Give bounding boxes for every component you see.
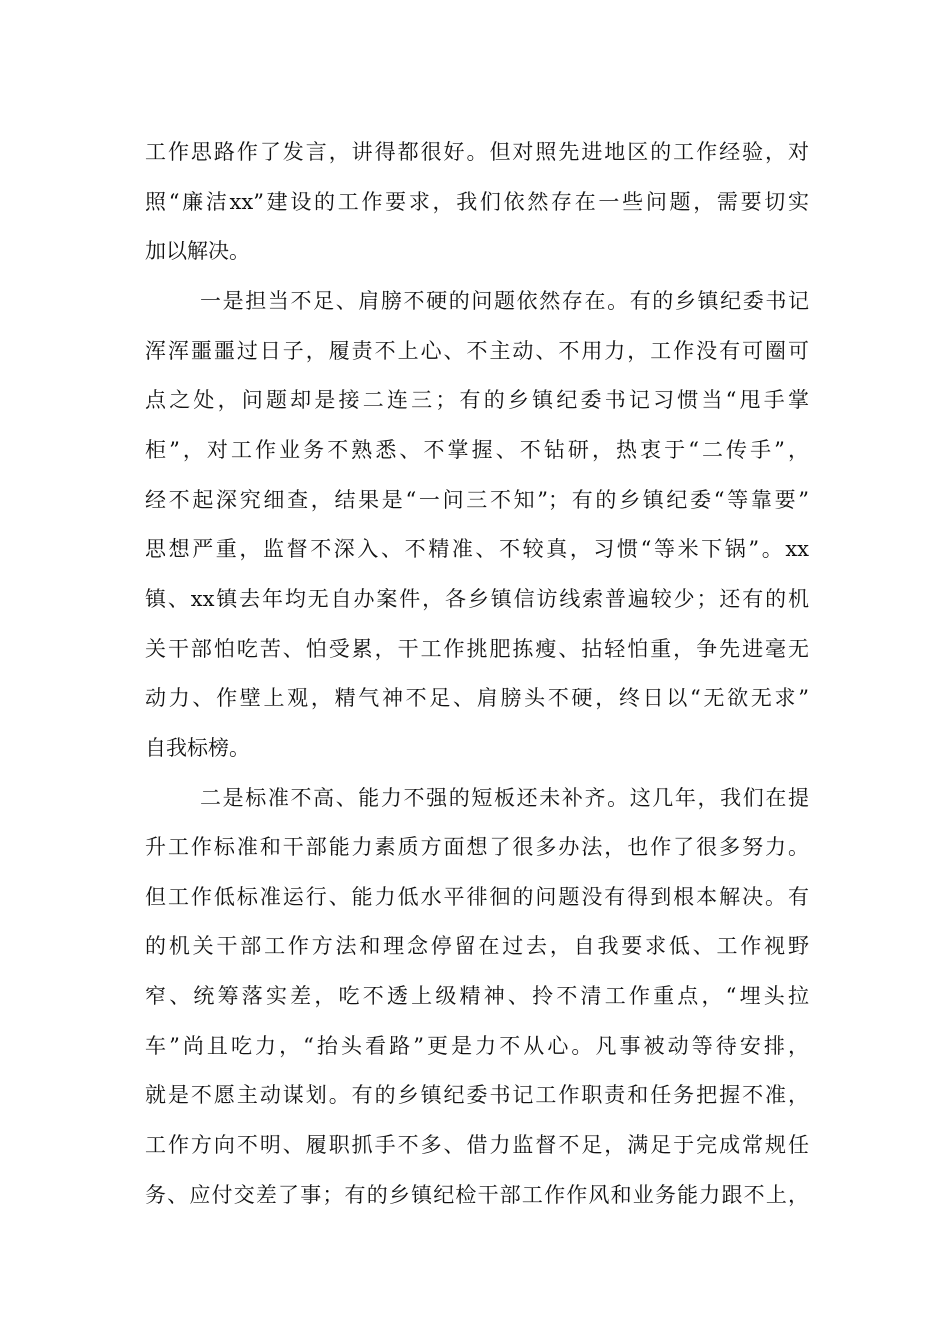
- paragraph-line: 关干部怕吃苦、怕受累，干工作挑肥拣瘦、拈轻怕重，争先进毫无: [145, 637, 809, 661]
- paragraph-line: 车”尚且吃力，“抬头看路”更是力不从心。凡事被动等待安排，: [145, 1034, 809, 1058]
- paragraph-line: 柜”，对工作业务不熟悉、不掌握、不钻研，热衷于“二传手”，: [145, 438, 809, 462]
- paragraph-line: 的机关干部工作方法和理念停留在过去，自我要求低、工作视野: [145, 934, 809, 958]
- paragraph-line: 浑浑噩噩过日子，履责不上心、不主动、不用力，工作没有可圈可: [145, 339, 809, 363]
- paragraph-line: 但工作低标准运行、能力低水平徘徊的问题没有得到根本解决。有: [145, 885, 809, 909]
- paragraph-line: 镇、xx镇去年均无自办案件，各乡镇信访线索普遍较少；还有的机: [145, 587, 809, 611]
- paragraph-line: 自我标榜。: [145, 736, 250, 760]
- paragraph-line: 二是标准不高、能力不强的短板还未补齐。这几年，我们在提: [200, 786, 809, 810]
- paragraph-line: 一是担当不足、肩膀不硬的问题依然存在。有的乡镇纪委书记: [200, 289, 809, 313]
- paragraph-line: 动力、作壁上观，精气神不足、肩膀头不硬，终日以“无欲无求”: [145, 686, 809, 710]
- paragraph-line: 点之处，问题却是接二连三；有的乡镇纪委书记习惯当“甩手掌: [145, 388, 809, 412]
- paragraph-line: 加以解决。: [145, 239, 250, 263]
- paragraph-line: 思想严重，监督不深入、不精准、不较真，习惯“等米下锅”。xx: [145, 537, 809, 561]
- paragraph-line: 窄、统筹落实差，吃不透上级精神、拎不清工作重点，“埋头拉: [145, 984, 809, 1008]
- paragraph-line: 升工作标准和干部能力素质方面想了很多办法，也作了很多努力。: [145, 835, 809, 859]
- paragraph-line: 工作方向不明、履职抓手不多、借力监督不足，满足于完成常规任: [145, 1133, 809, 1157]
- paragraph-line: 经不起深究细查，结果是“一问三不知”；有的乡镇纪委“等靠要”: [145, 488, 809, 512]
- paragraph-line: 照“廉洁xx”建设的工作要求，我们依然存在一些问题，需要切实: [145, 190, 809, 214]
- paragraph-line: 工作思路作了发言，讲得都很好。但对照先进地区的工作经验，对: [145, 140, 809, 164]
- paragraph-line: 务、应付交差了事；有的乡镇纪检干部工作作风和业务能力跟不上，: [145, 1183, 809, 1207]
- paragraph-line: 就是不愿主动谋划。有的乡镇纪委书记工作职责和任务把握不准，: [145, 1083, 809, 1107]
